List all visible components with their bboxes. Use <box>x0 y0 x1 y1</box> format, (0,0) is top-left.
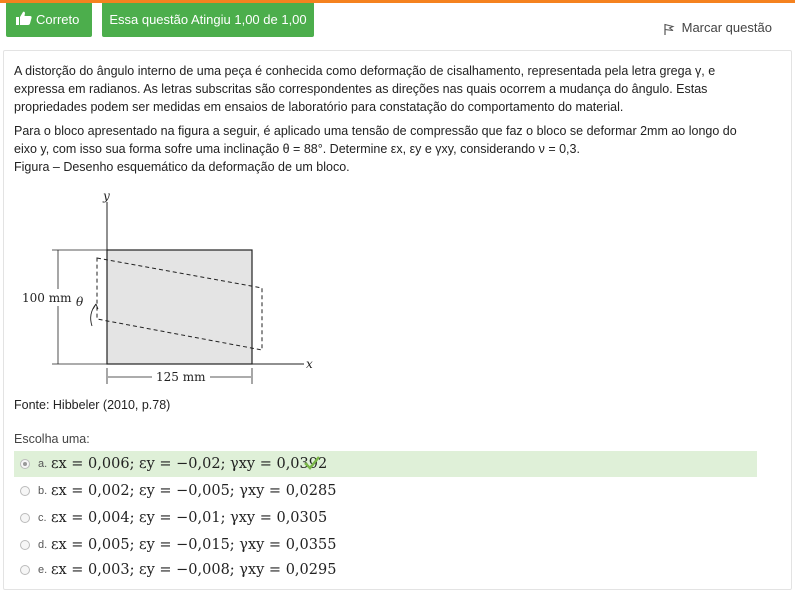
question-text-line: expressa em radianos. As letras subscritas são correspondentes as direções nas quais ocorrem a mudança do ângulo. Estas <box>14 82 708 96</box>
answer-option-c[interactable] <box>14 505 757 531</box>
block-deformation-figure <box>14 186 334 391</box>
flag-question-link[interactable] <box>663 20 772 35</box>
option-formula: εx = 0,002; εy = −0,005; γxy = 0,0285 <box>51 483 337 499</box>
option-formula: εx = 0,003; εy = −0,008; γxy = 0,0295 <box>51 562 337 578</box>
question-text-line: A distorção do ângulo interno de uma peça é conhecida como deformação de cisalhamento, representada pela letra grega γ, e <box>14 64 716 78</box>
height-dimension-label: 100 mm <box>22 291 72 305</box>
block-rect <box>107 250 252 364</box>
axis-x-label: x <box>306 357 313 371</box>
radio-icon[interactable] <box>20 513 30 523</box>
axis-y-label: y <box>103 189 110 203</box>
thumbs-up-icon <box>16 11 32 25</box>
width-dimension-label: 125 mm <box>156 370 206 384</box>
option-letter: d. <box>38 539 48 551</box>
question-text-line: eixo y, com isso sua forma sofre uma inclinação θ = 88°. Determine εx, εy e γxy, considerando ν = 0,3. <box>14 142 580 156</box>
radio-icon[interactable] <box>20 540 30 550</box>
radio-icon[interactable] <box>20 565 30 575</box>
answer-prompt: Escolha uma: <box>14 432 90 446</box>
answer-option-a[interactable] <box>14 451 757 477</box>
option-formula: εx = 0,006; εy = −0,02; γxy = 0,0392 <box>51 456 328 472</box>
figure-source: Fonte: Hibbeler (2010, p.78) <box>14 398 171 412</box>
answer-option-b[interactable] <box>14 478 757 504</box>
answer-option-e[interactable] <box>14 557 757 583</box>
option-letter: e. <box>38 564 48 576</box>
flag-icon <box>663 23 675 35</box>
option-letter: a. <box>38 458 48 470</box>
option-formula: εx = 0,004; εy = −0,01; γxy = 0,0305 <box>51 510 328 526</box>
flag-label: Marcar questão <box>681 20 772 35</box>
status-label: Correto <box>36 12 80 27</box>
status-badge <box>6 3 92 37</box>
question-text-line: Para o bloco apresentado na figura a seguir, é aplicado uma tensão de compressão que faz o bloco se deformar 2mm ao longo do <box>14 124 737 138</box>
radio-icon[interactable] <box>20 486 30 496</box>
answer-option-d[interactable] <box>14 532 757 558</box>
option-formula: εx = 0,005; εy = −0,015; γxy = 0,0355 <box>51 537 337 553</box>
score-badge: Essa questão Atingiu 1,00 de 1,00 <box>102 3 314 37</box>
checkmark-icon <box>304 456 320 470</box>
option-letter: b. <box>38 485 48 497</box>
question-text-line: propriedades podem ser medidas em ensaios de laboratório para constatação do comportamento do material. <box>14 100 624 114</box>
angle-label: θ <box>76 295 84 309</box>
radio-icon[interactable] <box>20 459 30 469</box>
option-letter: c. <box>38 512 47 524</box>
figure-caption: Figura – Desenho esquemático da deformação de um bloco. <box>14 160 350 174</box>
